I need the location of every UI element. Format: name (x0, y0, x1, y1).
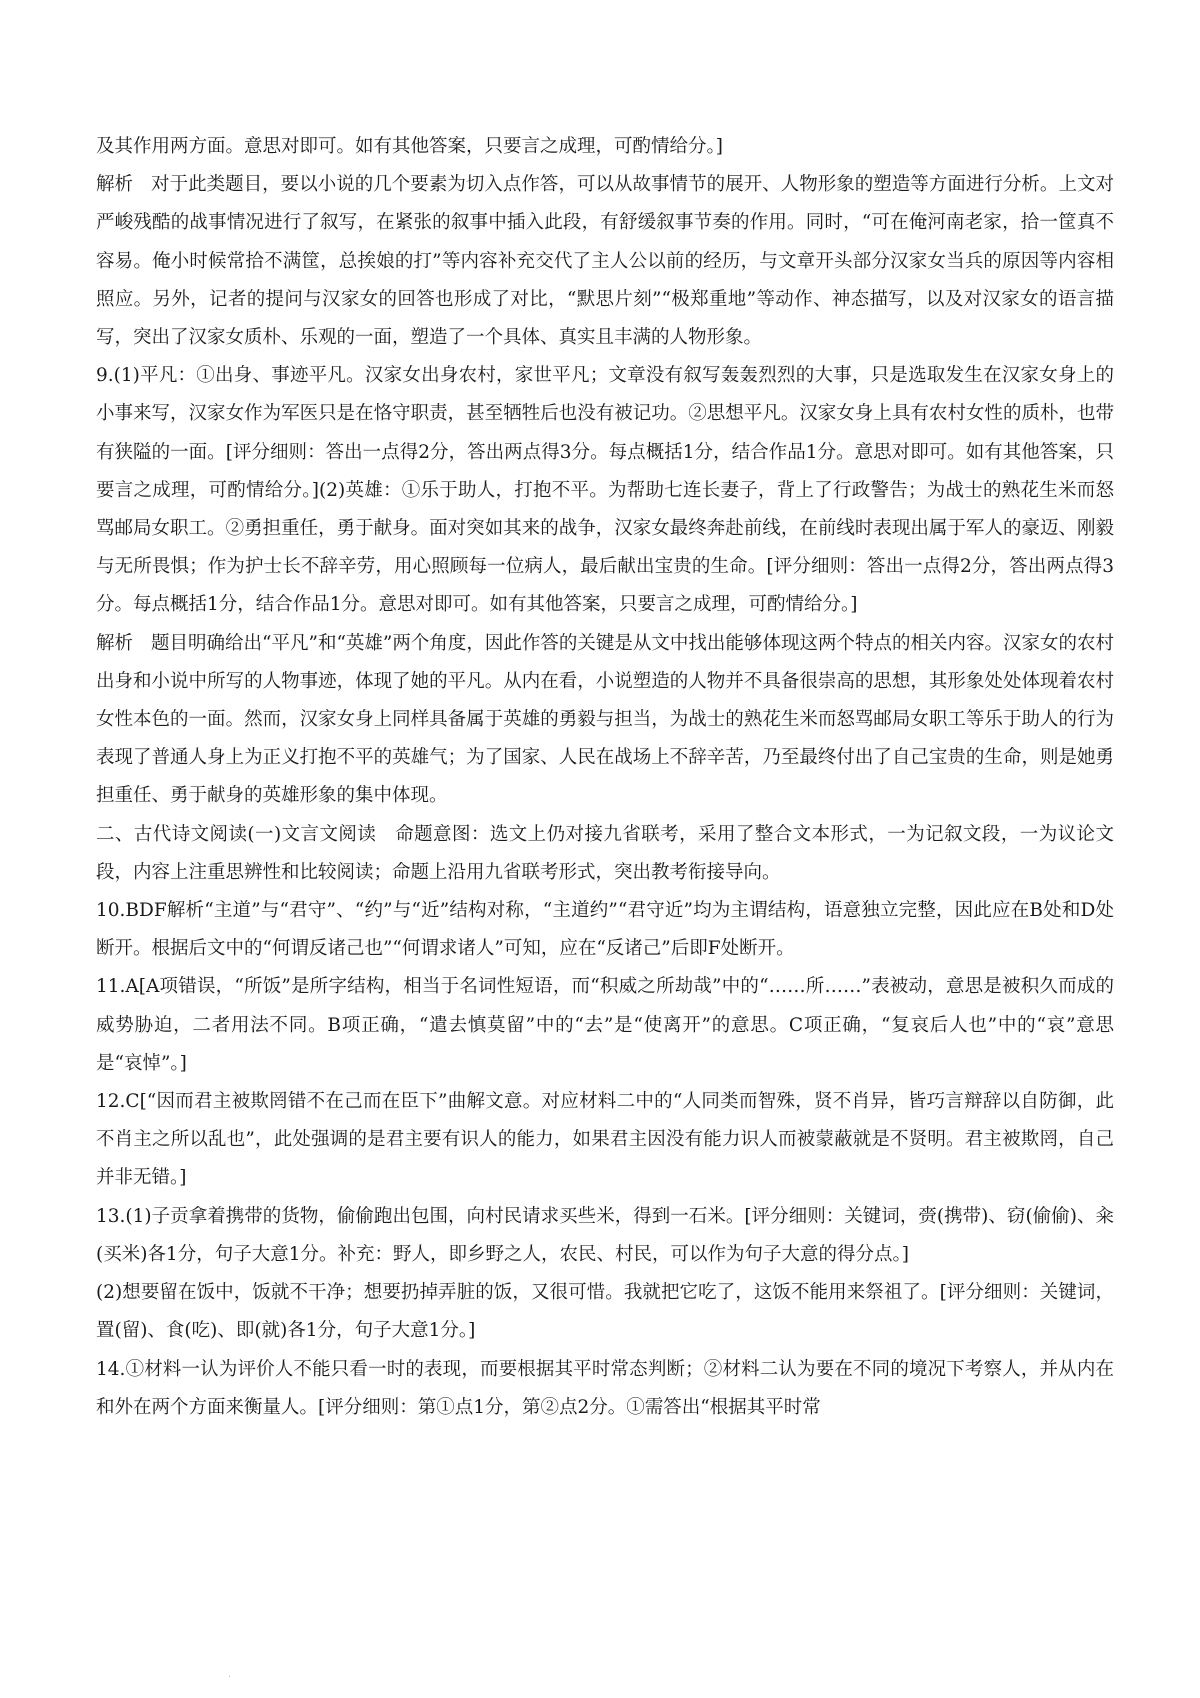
paragraph-answer-q11: 11.A[A项错误，“所饭”是所字结构，相当于名词性短语，而“积威之所劫哉”中的“……所……”表被动，意思是被积久而成的威势胁迫，二者用法不同。B项正确，“遣去慎莫留”中的“去”是“使离开”的意思。C项正确，“复哀后人也”中的“哀”意思是“哀悼”。] (96, 976, 1114, 1074)
footer-mark: · (228, 1672, 232, 1683)
paragraph-answer-q13-1: 13.(1)子贡拿着携带的货物，偷偷跑出包围，向村民请求买些米，得到一石米。[评分细则：关键词，赍(携带)、窃(偷偷)、籴(买米)各1分，句子大意1分。补充：野人，即乡野之人，农民、村民，可以作为句子大意的得分点。] (96, 1205, 1115, 1265)
analysis-label: 解析 (96, 174, 134, 196)
paragraph-answer-q9: 9.(1)平凡：①出身、事迹平凡。汉家女出身农村，家世平凡；文章没有叙写轰轰烈烈的大事，只是选取发生在汉家女身上的小事来写，汉家女作为军医只是在恪守职责，甚至牺牲后也没有被记功。②思想平凡。汉家女身上具有农村女性的质朴，也带有狭隘的一面。[评分细则：答出一点得2分，答出两点得3分。每点概括1分，结合作品1分。意思对即可。如有其他答案，只要言之成理，可酌情给分。](2)英雄：①乐于助人，打抱不平。为帮助七连长妻子，背上了行政警告；为战士的熟花生米而怒骂邮局女职工。②勇担重任，勇于献身。面对突如其来的战争，汉家女最终奔赴前线，在前线时表现出属于军人的豪迈、刚毅与无所畏惧；作为护士长不辞辛劳，用心照顾每一位病人，最后献出宝贵的生命。[评分细则：答出一点得2分，答出两点得3分。每点概括1分，结合作品1分。意思对即可。如有其他答案，只要言之成理，可酌情给分。] (96, 365, 1114, 616)
paragraph-answer-q10: 10.BDF解析“主道”与“君守”、“约”与“近”结构对称，“主道约”“君守近”均为主谓结构，语意独立完整，因此应在B处和D处断开。根据后文中的“何谓反诸己也”“何谓求诸人”可知，应在“反诸己”后即F处断开。 (96, 900, 1115, 960)
paragraph-answer-q12: 12.C[“因而君主被欺罔错不在己而在臣下”曲解文意。对应材料二中的“人同类而智殊，贤不肖异，皆巧言辩辞以自防御，此不肖主之所以乱也”，此处强调的是君主要有识人的能力，如果君主因没有能力识人而被蒙蔽就是不贤明。君主被欺罔，自己并非无错。] (96, 1091, 1114, 1189)
analysis-label: 解析 (96, 632, 134, 654)
paragraph-continuation: 及其作用两方面。意思对即可。如有其他答案，只要言之成理，可酌情给分。] (96, 136, 723, 157)
paragraph-analysis-q8: 解析 对于此类题目，要以小说的几个要素为切入点作答，可以从故事情节的展开、人物形象的塑造等方面进行分析。上文对严峻残酷的战事情况进行了叙写，在紧张的叙事中插入此段，有舒缓叙事节奏的作用。同时，“可在俺河南老家，拾一筐真不容易。俺小时候常拾不满筐，总挨娘的打”等内容补充交代了主人公以前的经历，与文章开头部分汉家女当兵的原因等内容相照应。另外，记者的提问与汉家女的回答也形成了对比，“默思片刻”“极郑重地”等动作、神态描写，以及对汉家女的语言描写，突出了汉家女质朴、乐观的一面，塑造了一个具体、真实且丰满的人物形象。 (96, 174, 1114, 349)
paragraph-answer-q14: 14.①材料一认为评价人不能只看一时的表现，而要根据其平时常态判断；②材料二认为要在不同的境况下考察人，并从内在和外在两个方面来衡量人。[评分细则：第①点1分，第②点2分。①需答出“根据其平时常 (96, 1358, 1114, 1418)
section-heading-classical-chinese: 二、古代诗文阅读(一)文言文阅读 命题意图：选文上仍对接九省联考，采用了整合文本形式，一为记叙文段，一为议论文段，内容上注重思辨性和比较阅读；命题上沿用九省联考形式，突出教考衔接导向。 (96, 823, 1114, 883)
answer-body (96, 128, 1114, 1427)
paragraph-answer-q13-2: (2)想要留在饭中，饭就不干净；想要扔掉弄脏的饭，又很可惜。我就把它吃了，这饭不能用来祭祖了。[评分细则：关键词，置(留)、食(吃)、即(就)各1分，句子大意1分。] (96, 1282, 1114, 1342)
paragraph-analysis-q9: 解析 题目明确给出“平凡”和“英雄”两个角度，因此作答的关键是从文中找出能够体现这两个特点的相关内容。汉家女的农村出身和小说中所写的人物事迹，体现了她的平凡。从内在看，小说塑造的人物并不具备很崇高的思想，其形象处处体现着农村女性本色的一面。然而，汉家女身上同样具备属于英雄的勇毅与担当，为战士的熟花生米而怒骂邮局女职工等乐于助人的行为表现了普通人身上为正义打抱不平的英雄气；为了国家、人民在战场上不辞辛苦，乃至最终付出了自己宝贵的生命，则是她勇担重任、勇于献身的英雄形象的集中体现。 (96, 632, 1114, 807)
